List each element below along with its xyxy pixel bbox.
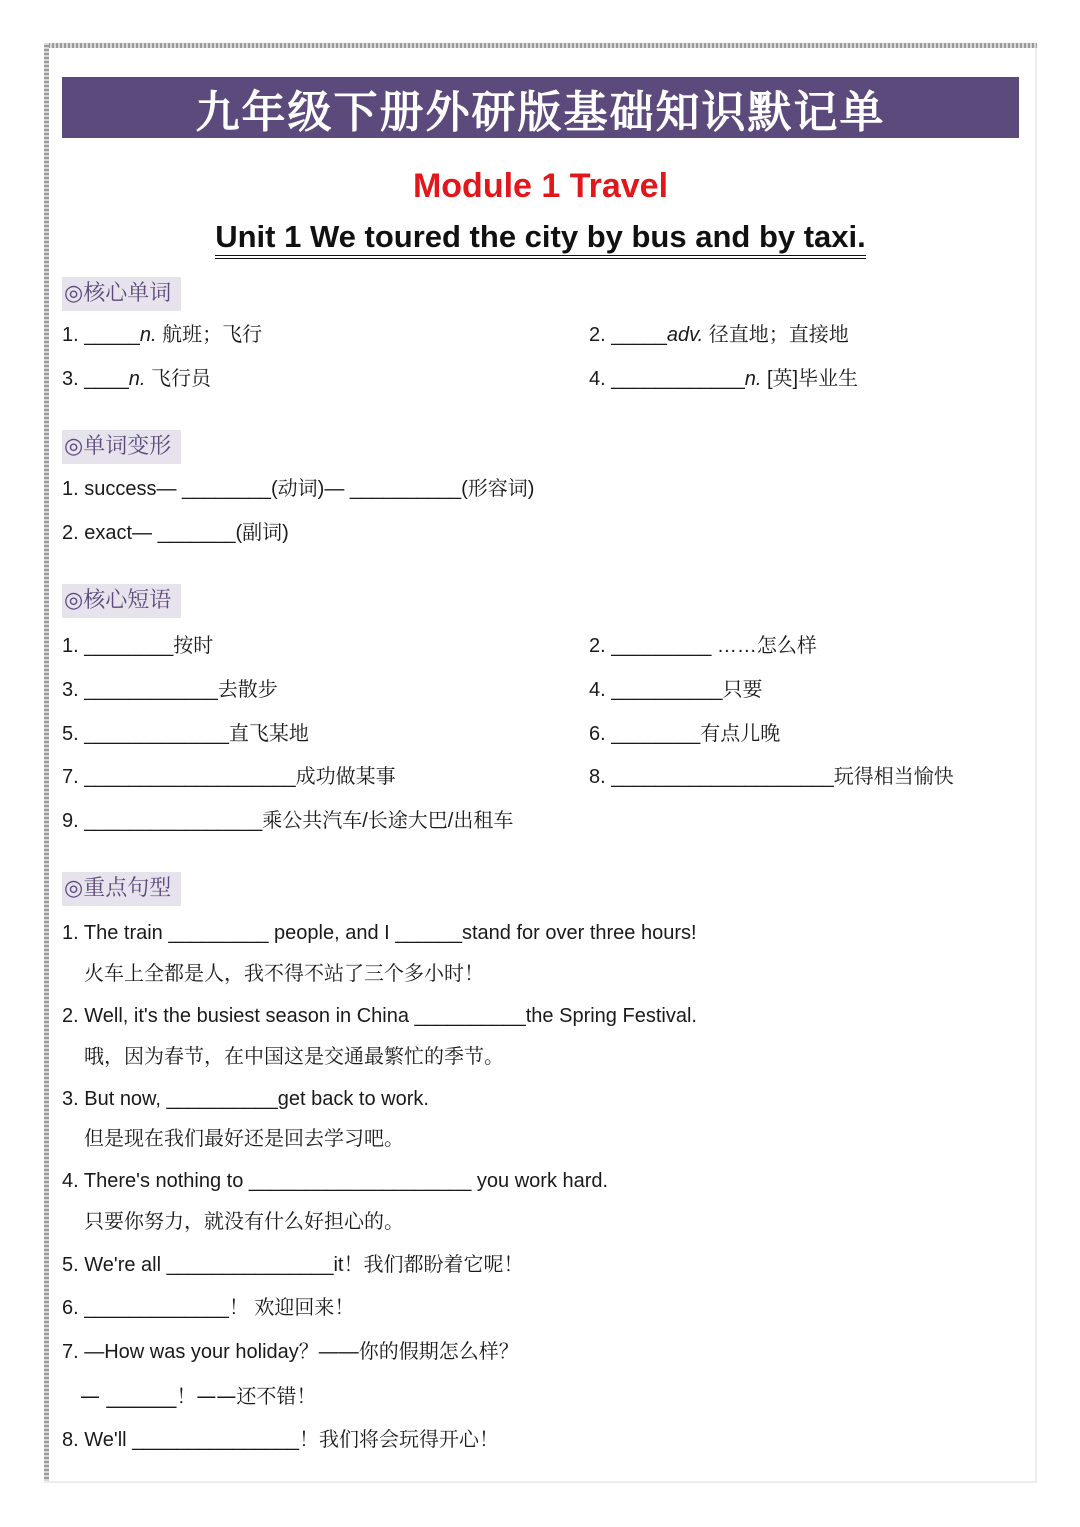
module-title: Module 1 Travel — [412, 167, 669, 205]
phrase-item: 2. _________ ……怎么样 — [589, 635, 817, 657]
phrase-item: 8. ____________________玩得相当愉快 — [589, 766, 954, 788]
sentence-chinese: 只要你努力，就没有什么好担心的。 — [84, 1209, 404, 1233]
sentence-chinese: 但是现在我们最好还是回去学习吧。 — [84, 1126, 404, 1150]
title-banner: 九年级下册外研版基础知识默记单 — [62, 77, 1019, 138]
sentence-english: 4. There's nothing to ____________________ you work hard. — [62, 1170, 609, 1192]
sentence-english: 3. But now, __________get back to work. — [62, 1088, 429, 1110]
phrase-item: 9. ________________乘公共汽车/长途大巴/出租车 — [62, 810, 514, 832]
section-label-sentences: ◎重点句型 — [62, 872, 181, 906]
core-word-item: 1. _____n. 航班；飞行 — [62, 324, 263, 346]
phrase-item: 4. __________只要 — [589, 679, 763, 701]
phrase-item: 5. _____________直飞某地 — [62, 723, 309, 745]
phrase-item: 6. ________有点儿晚 — [589, 723, 781, 745]
phrase-item: 1. ________按时 — [62, 635, 214, 657]
section-label-word-forms: ◎单词变形 — [62, 430, 181, 464]
section-label-core-words: ◎核心单词 — [62, 277, 181, 311]
page-border-left — [44, 43, 49, 1483]
word-form-item: 2. exact— _______(副词) — [62, 522, 289, 544]
page-border-right — [1035, 48, 1037, 1483]
sentence-chinese: 哦，因为春节，在中国这是交通最繁忙的季节。 — [84, 1044, 504, 1068]
phrase-item: 3. ____________去散步 — [62, 679, 278, 701]
unit-title-text: Unit 1 We toured the city by bus and by taxi. — [215, 219, 866, 259]
sentence-english: 7. —How was your holiday？——你的假期怎么样？ — [62, 1341, 519, 1363]
sentence-english: 8. We'll _______________！我们将会玩得开心！ — [62, 1429, 499, 1451]
core-word-item: 4. ____________n. [英]毕业生 — [589, 368, 859, 390]
sentence-english: 5. We're all _______________it！我们都盼着它呢！ — [62, 1254, 524, 1276]
core-word-item: 3. ____n. 飞行员 — [62, 368, 211, 390]
page-border-top — [44, 43, 1037, 48]
sentence-english: 1. The train _________ people, and I ______stand for over three hours! — [62, 922, 697, 944]
page-border-bottom — [44, 1481, 1037, 1483]
word-form-item: 1. success— ________(动词)— __________(形容词) — [62, 478, 535, 500]
sentence-english: 6. _____________！ 欢迎回来！ — [62, 1297, 355, 1319]
sentence-chinese: — _______！——还不错！ — [80, 1384, 317, 1408]
unit-title — [62, 215, 1019, 259]
sentence-english: 2. Well, it's the busiest season in China __________the Spring Festival. — [62, 1005, 697, 1027]
sentence-chinese: 火车上全都是人，我不得不站了三个多小时！ — [84, 961, 484, 985]
section-label-phrases: ◎核心短语 — [62, 584, 181, 618]
phrase-item: 7. ___________________成功做某事 — [62, 766, 396, 788]
core-word-item: 2. _____adv. 径直地；直接地 — [589, 324, 849, 346]
